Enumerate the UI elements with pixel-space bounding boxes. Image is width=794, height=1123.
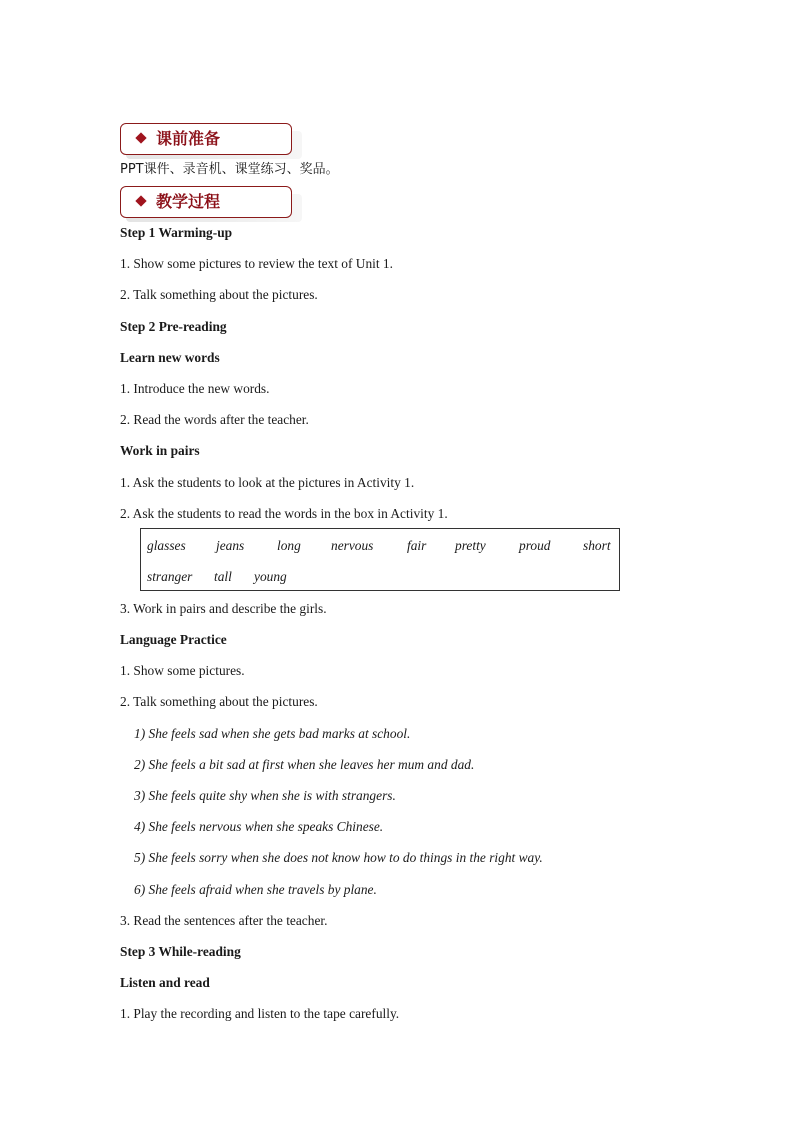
example-sentence: 5) She feels sorry when she does not know how to do things in the right way. <box>134 850 543 865</box>
step-heading: Step 1 Warming-up <box>120 225 233 240</box>
word-box <box>140 528 620 591</box>
prep-materials-text: PPT课件、录音机、课堂练习、奖品。 <box>120 162 339 177</box>
list-item: 1. Show some pictures to review the text of Unit 1. <box>120 256 393 271</box>
example-sentence: 2) She feels a bit sad at first when she leaves her mum and dad. <box>134 757 475 772</box>
word-item: fair <box>407 538 427 553</box>
list-item: 2. Ask the students to read the words in the box in Activity 1. <box>120 506 448 521</box>
word-item: glasses <box>147 538 186 553</box>
word-item: short <box>583 538 611 553</box>
step-heading: Step 2 Pre-reading <box>120 319 227 334</box>
word-item: stranger <box>147 569 193 584</box>
section-title: 教学过程 <box>156 192 221 211</box>
example-sentence: 4) She feels nervous when she speaks Chinese. <box>134 819 384 834</box>
example-sentence: 1) She feels sad when she gets bad marks at school. <box>134 726 411 741</box>
list-item: 1. Introduce the new words. <box>120 381 270 396</box>
list-item: 1. Ask the students to look at the pictures in Activity 1. <box>120 475 415 490</box>
word-item: proud <box>519 538 551 553</box>
section-title: 课前准备 <box>156 129 221 148</box>
word-item: tall <box>214 569 232 584</box>
sub-heading: Learn new words <box>120 350 220 365</box>
list-item: 2. Read the words after the teacher. <box>120 412 309 427</box>
word-item: pretty <box>455 538 486 553</box>
list-item: 2. Talk something about the pictures. <box>120 287 318 302</box>
section-header-prep <box>120 123 296 157</box>
list-item: 1. Show some pictures. <box>120 663 245 678</box>
list-item: 2. Talk something about the pictures. <box>120 694 318 709</box>
step-heading: Step 3 While-reading <box>120 944 241 959</box>
list-item: 3. Work in pairs and describe the girls. <box>120 601 327 616</box>
sub-heading: Language Practice <box>120 632 227 647</box>
example-sentence: 3) She feels quite shy when she is with strangers. <box>134 788 396 803</box>
section-header-process <box>120 186 296 220</box>
sub-heading: Work in pairs <box>120 443 200 458</box>
list-item: 3. Read the sentences after the teacher. <box>120 913 328 928</box>
example-sentence: 6) She feels afraid when she travels by plane. <box>134 882 377 897</box>
word-item: young <box>254 569 287 584</box>
word-item: jeans <box>216 538 245 553</box>
word-item: nervous <box>331 538 374 553</box>
list-item: 1. Play the recording and listen to the tape carefully. <box>120 1006 400 1021</box>
sub-heading: Listen and read <box>120 975 210 990</box>
word-item: long <box>277 538 301 553</box>
